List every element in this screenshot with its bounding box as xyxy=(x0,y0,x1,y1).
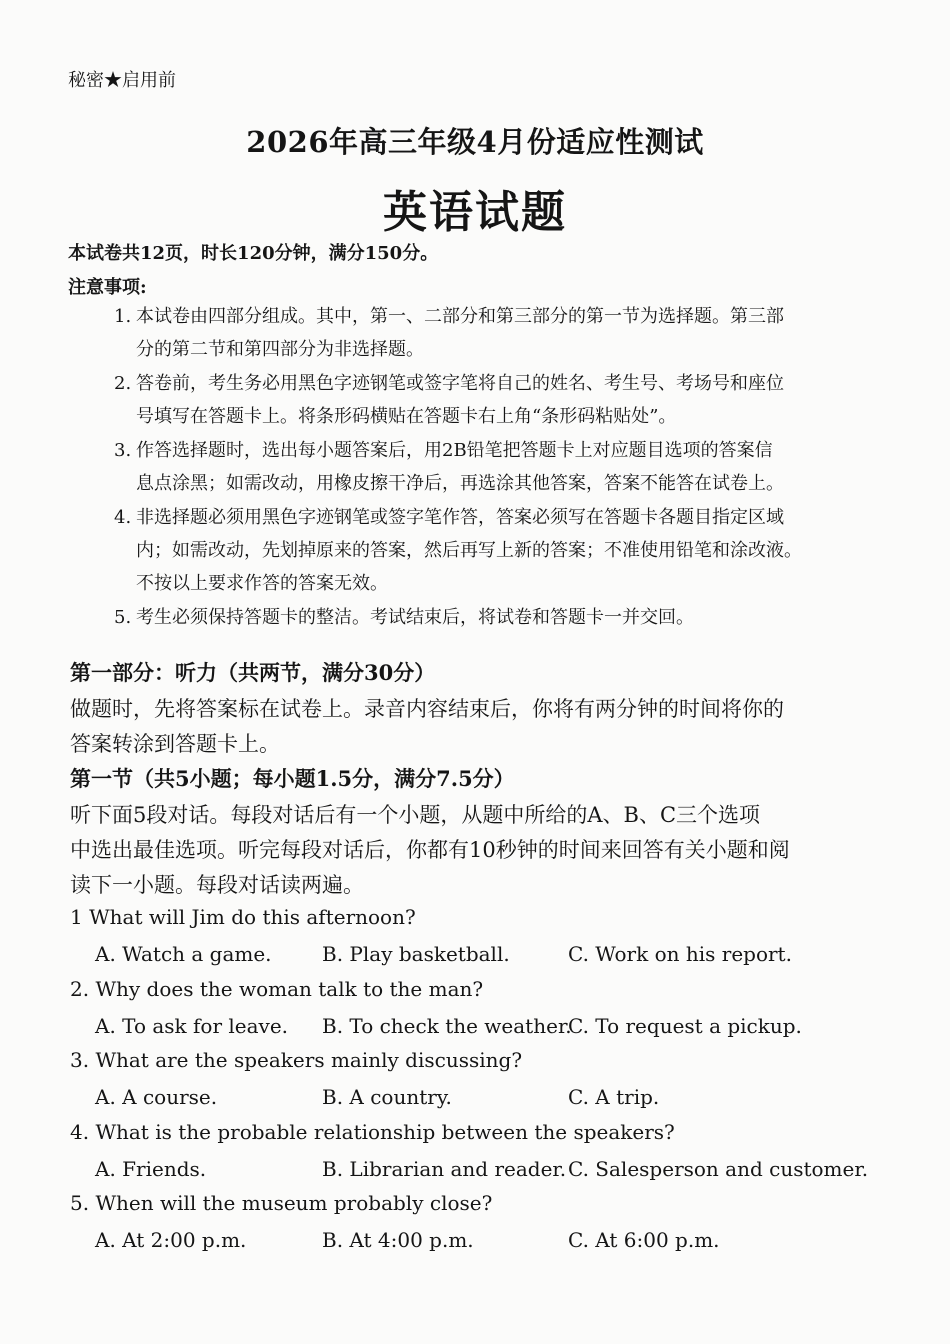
option-a: A. To ask for leave. xyxy=(95,1014,289,1038)
notice-item-number: 4. xyxy=(114,507,132,528)
notice-item xyxy=(114,434,784,500)
option-a: A. Watch a game. xyxy=(95,942,272,966)
section1-intro-line: 中选出最佳选项。听完每段对话后，你都有10秒钟的时间来回答有关小题和阅 xyxy=(70,838,790,862)
part1-intro-line: 做题时，先将答案标在试卷上。录音内容结束后，你将有两分钟的时间将你的 xyxy=(70,697,784,721)
question-stem: 1 What will Jim do this afternoon? xyxy=(70,905,416,929)
notice-item xyxy=(114,300,784,366)
option-a: A. At 2:00 p.m. xyxy=(95,1228,247,1252)
notice-item xyxy=(114,601,694,634)
notice-item-number: 5. xyxy=(114,607,132,628)
question-stem: 3. What are the speakers mainly discussing? xyxy=(70,1048,523,1072)
notice-item-line: 作答选择题时，选出每小题答案后，用2B铅笔把答题卡上对应题目选项的答案信 xyxy=(136,440,773,461)
notice-item-line: 考生必须保持答题卡的整洁。考试结束后，将试卷和答题卡一并交回。 xyxy=(136,607,694,628)
notice-heading: 注意事项: xyxy=(68,277,147,298)
option-a: A. A course. xyxy=(95,1085,218,1109)
notice-item-line: 非选择题必须用黑色字迹钢笔或签字笔作答，答案必须写在答题卡各题目指定区域 xyxy=(136,507,784,528)
option-a: A. Friends. xyxy=(95,1157,207,1181)
notice-item xyxy=(114,367,784,433)
option-c: C. Salesperson and customer. xyxy=(568,1157,869,1181)
question-stem: 5. When will the museum probably close? xyxy=(70,1191,493,1215)
notice-item-number: 2. xyxy=(114,373,132,394)
notice-item-line: 分的第二节和第四部分为非选择题。 xyxy=(136,339,424,360)
option-b: B. At 4:00 p.m. xyxy=(322,1228,474,1252)
option-b: B. Librarian and reader. xyxy=(322,1157,567,1181)
part1-intro-line: 答案转涂到答题卡上。 xyxy=(70,732,280,756)
section1-intro-line: 读下一小题。每段对话读两遍。 xyxy=(70,873,364,897)
option-c: C. At 6:00 p.m. xyxy=(568,1228,720,1252)
option-c: C. A trip. xyxy=(568,1085,660,1109)
subject-title: 英语试题 xyxy=(383,187,567,238)
option-c: C. To request a pickup. xyxy=(568,1014,802,1038)
notice-item-line: 不按以上要求作答的答案无效。 xyxy=(136,573,388,594)
question-stem: 4. What is the probable relationship between the speakers? xyxy=(70,1120,675,1144)
notice-item-number: 1. xyxy=(114,306,132,327)
notice-item-line: 息点涂黑；如需改动，用橡皮擦干净后，再选涂其他答案，答案不能答在试卷上。 xyxy=(136,473,784,494)
notice-item-line: 答卷前，考生务必用黑色字迹钢笔或签字笔将自己的姓名、考生号、考场号和座位 xyxy=(136,373,784,394)
paper-info: 本试卷共12页，时长120分钟，满分150分。 xyxy=(68,243,439,264)
option-b: B. To check the weather. xyxy=(322,1014,572,1038)
section1-intro-line: 听下面5段对话。每段对话后有一个小题，从题中所给的A、B、C三个选项 xyxy=(70,803,761,827)
option-c: C. Work on his report. xyxy=(568,942,792,966)
section1-heading: 第一节（共5小题；每小题1.5分，满分7.5分） xyxy=(70,766,515,791)
notice-item-line: 内；如需改动，先划掉原来的答案，然后再写上新的答案；不准使用铅笔和涂改液。 xyxy=(136,540,802,561)
part1-heading: 第一部分：听力（共两节，满分30分） xyxy=(70,660,436,685)
notice-item-line: 本试卷由四部分组成。其中，第一、二部分和第三部分的第一节为选择题。第三部 xyxy=(136,306,784,327)
exam-title: 2026年高三年级4月份适应性测试 xyxy=(246,125,704,159)
notice-item-line: 号填写在答题卡上。将条形码横贴在答题卡右上角“条形码粘贴处”。 xyxy=(136,406,677,427)
option-b: B. A country. xyxy=(322,1085,452,1109)
secret-mark: 秘密★启用前 xyxy=(68,70,176,91)
notice-item-number: 3. xyxy=(114,440,132,461)
question-stem: 2. Why does the woman talk to the man? xyxy=(70,977,484,1001)
notice-item xyxy=(114,501,802,600)
option-b: B. Play basketball. xyxy=(322,942,510,966)
